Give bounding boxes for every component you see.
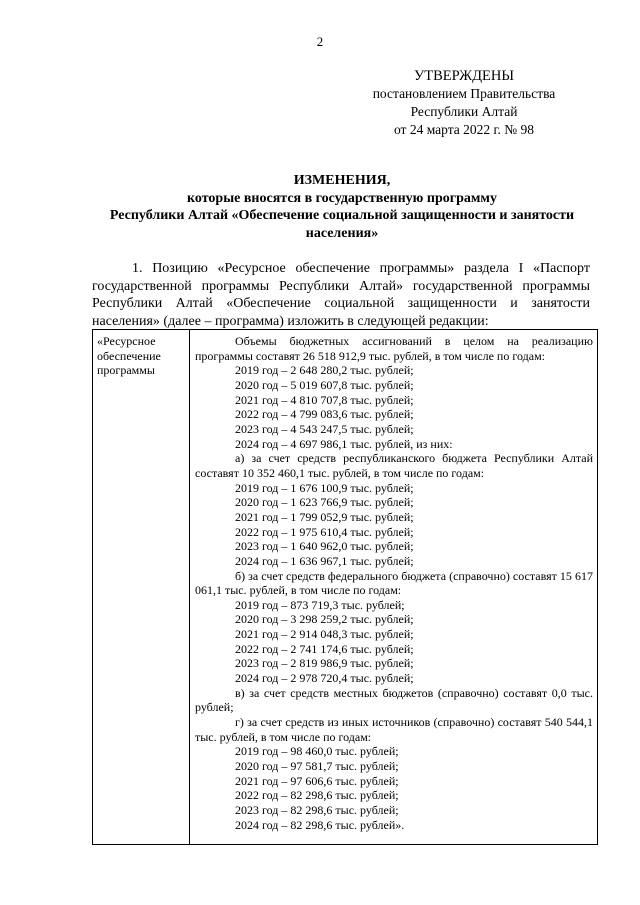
year-line: 2021 год – 1 799 052,9 тыс. рублей; xyxy=(235,509,414,524)
table-right-cell xyxy=(195,334,593,832)
year-line: 2022 год – 4 799 083,6 тыс. рублей; xyxy=(235,407,414,422)
title-line: которые вносятся в государственную программу xyxy=(187,190,497,206)
document-title xyxy=(92,172,592,242)
year-line: 2023 год – 2 819 986,9 тыс. рублей; xyxy=(235,656,414,671)
total-funding-paragraph: Объемы бюджетных ассигнований в целом на реализацию программы составят 26 518 912,9 тыс. рублей, в том числе по годам: xyxy=(195,334,593,363)
year-line: 2019 год – 873 719,3 тыс. рублей; xyxy=(235,597,405,612)
approval-block xyxy=(366,67,562,139)
approval-line: Республики Алтай xyxy=(410,104,518,119)
regional-budget-paragraph: а) за счет средств республиканского бюджета Республики Алтай составят 10 352 460,1 тыс. рублей, в том числе по годам: xyxy=(195,451,593,480)
year-line: 2022 год – 82 298,6 тыс. рублей; xyxy=(235,788,399,803)
year-line: 2023 год – 4 543 247,5 тыс. рублей; xyxy=(235,421,414,436)
other-sources-paragraph: г) за счет средств из иных источников (справочно) составят 540 544,1 тыс. рублей, в том числе по годам: xyxy=(195,715,593,744)
year-line: 2020 год – 3 298 259,2 тыс. рублей; xyxy=(235,612,414,627)
year-line: 2021 год – 97 606,6 тыс. рублей; xyxy=(235,773,399,788)
federal-budget-paragraph: б) за счет средств федерального бюджета (справочно) составят 15 617 061,1 тыс. рублей, в том числе по годам: xyxy=(195,568,593,598)
year-line: 2021 год – 2 914 048,3 тыс. рублей; xyxy=(235,627,414,642)
title-line: Республики Алтай «Обеспечение социальной защищенности и занятости населения» xyxy=(109,208,575,241)
intro-text: 1. Позицию «Ресурсное обеспечение программы» раздела I «Паспорт государственной программы Республики Алтай» государственной программы Республики Алтай «Обеспечение социальной защищенности и занятости населения» (далее – программа) изложить в следующей редакции: xyxy=(92,261,590,329)
year-line: 2020 год – 1 623 766,9 тыс. рублей; xyxy=(235,495,414,510)
title-heading: ИЗМЕНЕНИЯ, xyxy=(293,173,391,188)
approval-line: постановлением Правительства xyxy=(372,86,556,101)
year-line: 2023 год – 82 298,6 тыс. рублей; xyxy=(235,803,399,817)
approval-date-line: от 24 марта 2022 г. № 98 xyxy=(393,122,535,137)
year-line: 2022 год – 1 975 610,4 тыс. рублей; xyxy=(235,524,414,539)
local-budget-paragraph: в) за счет средств местных бюджетов (справочно) составят 0,0 тыс. рублей; xyxy=(195,685,593,715)
resource-table xyxy=(92,329,598,845)
year-line: 2024 год – 1 636 967,1 тыс. рублей; xyxy=(235,553,414,568)
intro-paragraph xyxy=(92,260,590,330)
year-line: 2019 год – 98 460,0 тыс. рублей; xyxy=(235,744,399,759)
year-line: 2023 год – 1 640 962,0 тыс. рублей; xyxy=(235,539,414,554)
year-line: 2024 год – 2 978 720,4 тыс. рублей; xyxy=(235,671,414,686)
year-line: 2020 год – 97 581,7 тыс. рублей; xyxy=(235,759,399,774)
approval-heading: УТВЕРЖДЕНЫ xyxy=(413,68,515,84)
year-line: 2022 год – 2 741 174,6 тыс. рублей; xyxy=(235,641,414,656)
page-number: 2 xyxy=(316,34,324,49)
year-line: 2024 год – 4 697 986,1 тыс. рублей, из них: xyxy=(235,436,453,451)
year-line: 2021 год – 4 810 707,8 тыс. рублей; xyxy=(235,392,414,407)
table-column-divider xyxy=(189,330,190,844)
table-left-cell: «Ресурсное обеспечение программы xyxy=(97,334,161,378)
year-line: 2024 год – 82 298,6 тыс. рублей». xyxy=(235,817,405,832)
year-line: 2019 год – 2 648 280,2 тыс. рублей; xyxy=(235,363,414,378)
year-line: 2019 год – 1 676 100,9 тыс. рублей; xyxy=(235,480,414,495)
year-line: 2020 год – 5 019 607,8 тыс. рублей; xyxy=(235,377,414,392)
